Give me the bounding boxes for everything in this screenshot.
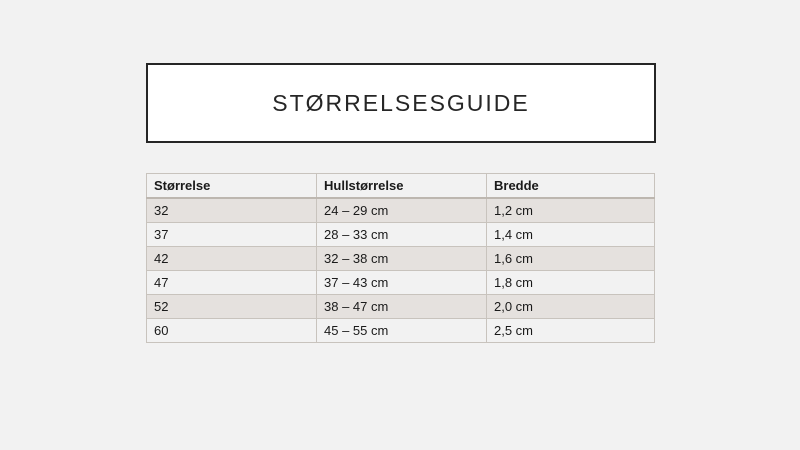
cell-size: 37 [147, 223, 317, 247]
table-row [147, 319, 655, 343]
cell-width: 1,6 cm [487, 247, 655, 271]
table-row [147, 223, 655, 247]
cell-hole-size: 38 – 47 cm [317, 295, 487, 319]
cell-hole-size: 45 – 55 cm [317, 319, 487, 343]
cell-width: 1,8 cm [487, 271, 655, 295]
cell-size: 60 [147, 319, 317, 343]
size-guide-table [146, 173, 655, 343]
table-row [147, 198, 655, 223]
cell-hole-size: 24 – 29 cm [317, 198, 487, 223]
cell-hole-size: 37 – 43 cm [317, 271, 487, 295]
cell-size: 52 [147, 295, 317, 319]
cell-width: 2,5 cm [487, 319, 655, 343]
header-width: Bredde [487, 174, 655, 199]
cell-hole-size: 32 – 38 cm [317, 247, 487, 271]
cell-width: 2,0 cm [487, 295, 655, 319]
table-row [147, 271, 655, 295]
cell-size: 42 [147, 247, 317, 271]
cell-size: 32 [147, 198, 317, 223]
cell-size: 47 [147, 271, 317, 295]
header-size: Størrelse [147, 174, 317, 199]
cell-width: 1,2 cm [487, 198, 655, 223]
table-row [147, 247, 655, 271]
table-header-row [147, 174, 655, 199]
page-title: STØRRELSESGUIDE [272, 89, 530, 116]
header-hole-size: Hullstørrelse [317, 174, 487, 199]
cell-width: 1,4 cm [487, 223, 655, 247]
title-box [146, 63, 656, 143]
table-row [147, 295, 655, 319]
cell-hole-size: 28 – 33 cm [317, 223, 487, 247]
